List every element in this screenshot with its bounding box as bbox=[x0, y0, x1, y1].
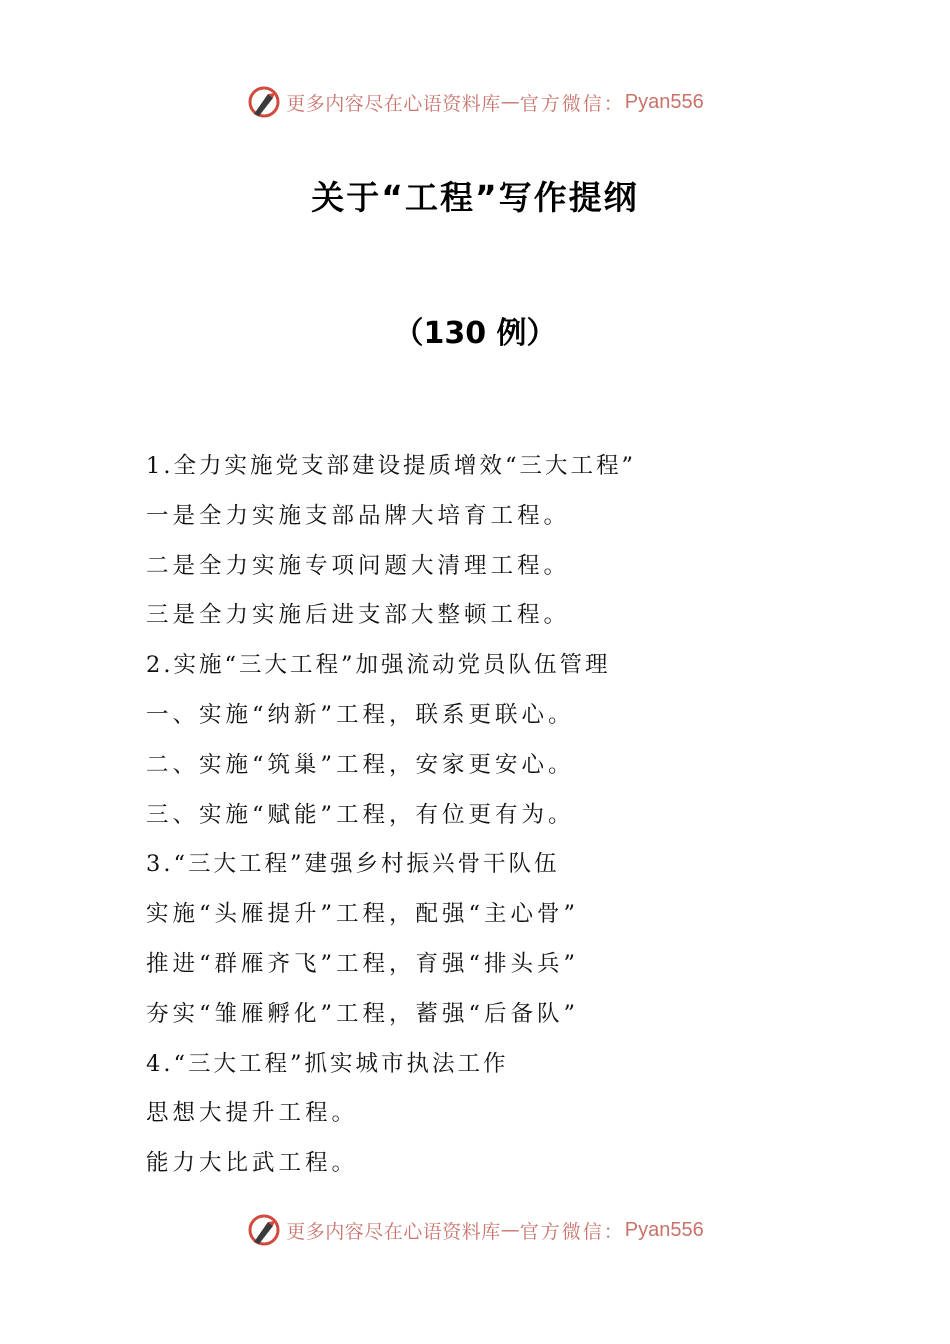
watermark-account-label: 官方微信： bbox=[519, 92, 625, 115]
section-heading: 1.全力实施党支部建设提质增效“三大工程” bbox=[146, 453, 636, 479]
watermark-separator: — bbox=[500, 1219, 520, 1241]
document-title: 关于“工程”写作提纲 bbox=[311, 178, 639, 217]
list-item: 思想大提升工程。 bbox=[146, 1100, 359, 1127]
section-heading: 3.“三大工程”建强乡村振兴骨干队伍 bbox=[146, 851, 560, 878]
list-item: 三、实施“赋能”工程，有位更有为。 bbox=[146, 801, 575, 828]
watermark-account-id: Pyan556 bbox=[624, 1218, 704, 1241]
document-body bbox=[146, 446, 846, 1193]
watermark-separator: — bbox=[500, 91, 520, 113]
watermark-header bbox=[0, 82, 950, 122]
section-heading: 4.“三大工程”抓实城市执法工作 bbox=[146, 1050, 509, 1077]
watermark-text: 更多内容尽在心语资料库 bbox=[286, 1220, 501, 1243]
document-subtitle: （130 例） bbox=[393, 316, 557, 351]
list-item: 一、实施“纳新”工程，联系更联心。 bbox=[146, 701, 575, 728]
pen-nib-logo-icon bbox=[246, 1212, 282, 1248]
watermark-footer bbox=[0, 1210, 950, 1250]
list-item: 三是全力实施后进支部大整顿工程。 bbox=[146, 602, 571, 629]
watermark-account-label: 官方微信： bbox=[519, 1220, 625, 1243]
pen-nib-logo-icon bbox=[246, 84, 282, 120]
list-item: 能力大比武工程。 bbox=[146, 1150, 359, 1177]
section-heading: 2.实施“三大工程”加强流动党员队伍管理 bbox=[146, 652, 611, 679]
list-item: 夯实“雏雁孵化”工程，蓄强“后备队” bbox=[146, 1000, 580, 1027]
watermark-account-id: Pyan556 bbox=[624, 90, 704, 113]
list-item: 二是全力实施专项问题大清理工程。 bbox=[146, 552, 571, 579]
list-item: 推进“群雁齐飞”工程，育强“排头兵” bbox=[146, 950, 580, 977]
watermark-text: 更多内容尽在心语资料库 bbox=[286, 92, 501, 115]
list-item: 实施“头雁提升”工程，配强“主心骨” bbox=[146, 901, 580, 928]
list-item: 二、实施“筑巢”工程，安家更安心。 bbox=[146, 751, 575, 778]
list-item: 一是全力实施支部品牌大培育工程。 bbox=[146, 502, 571, 529]
